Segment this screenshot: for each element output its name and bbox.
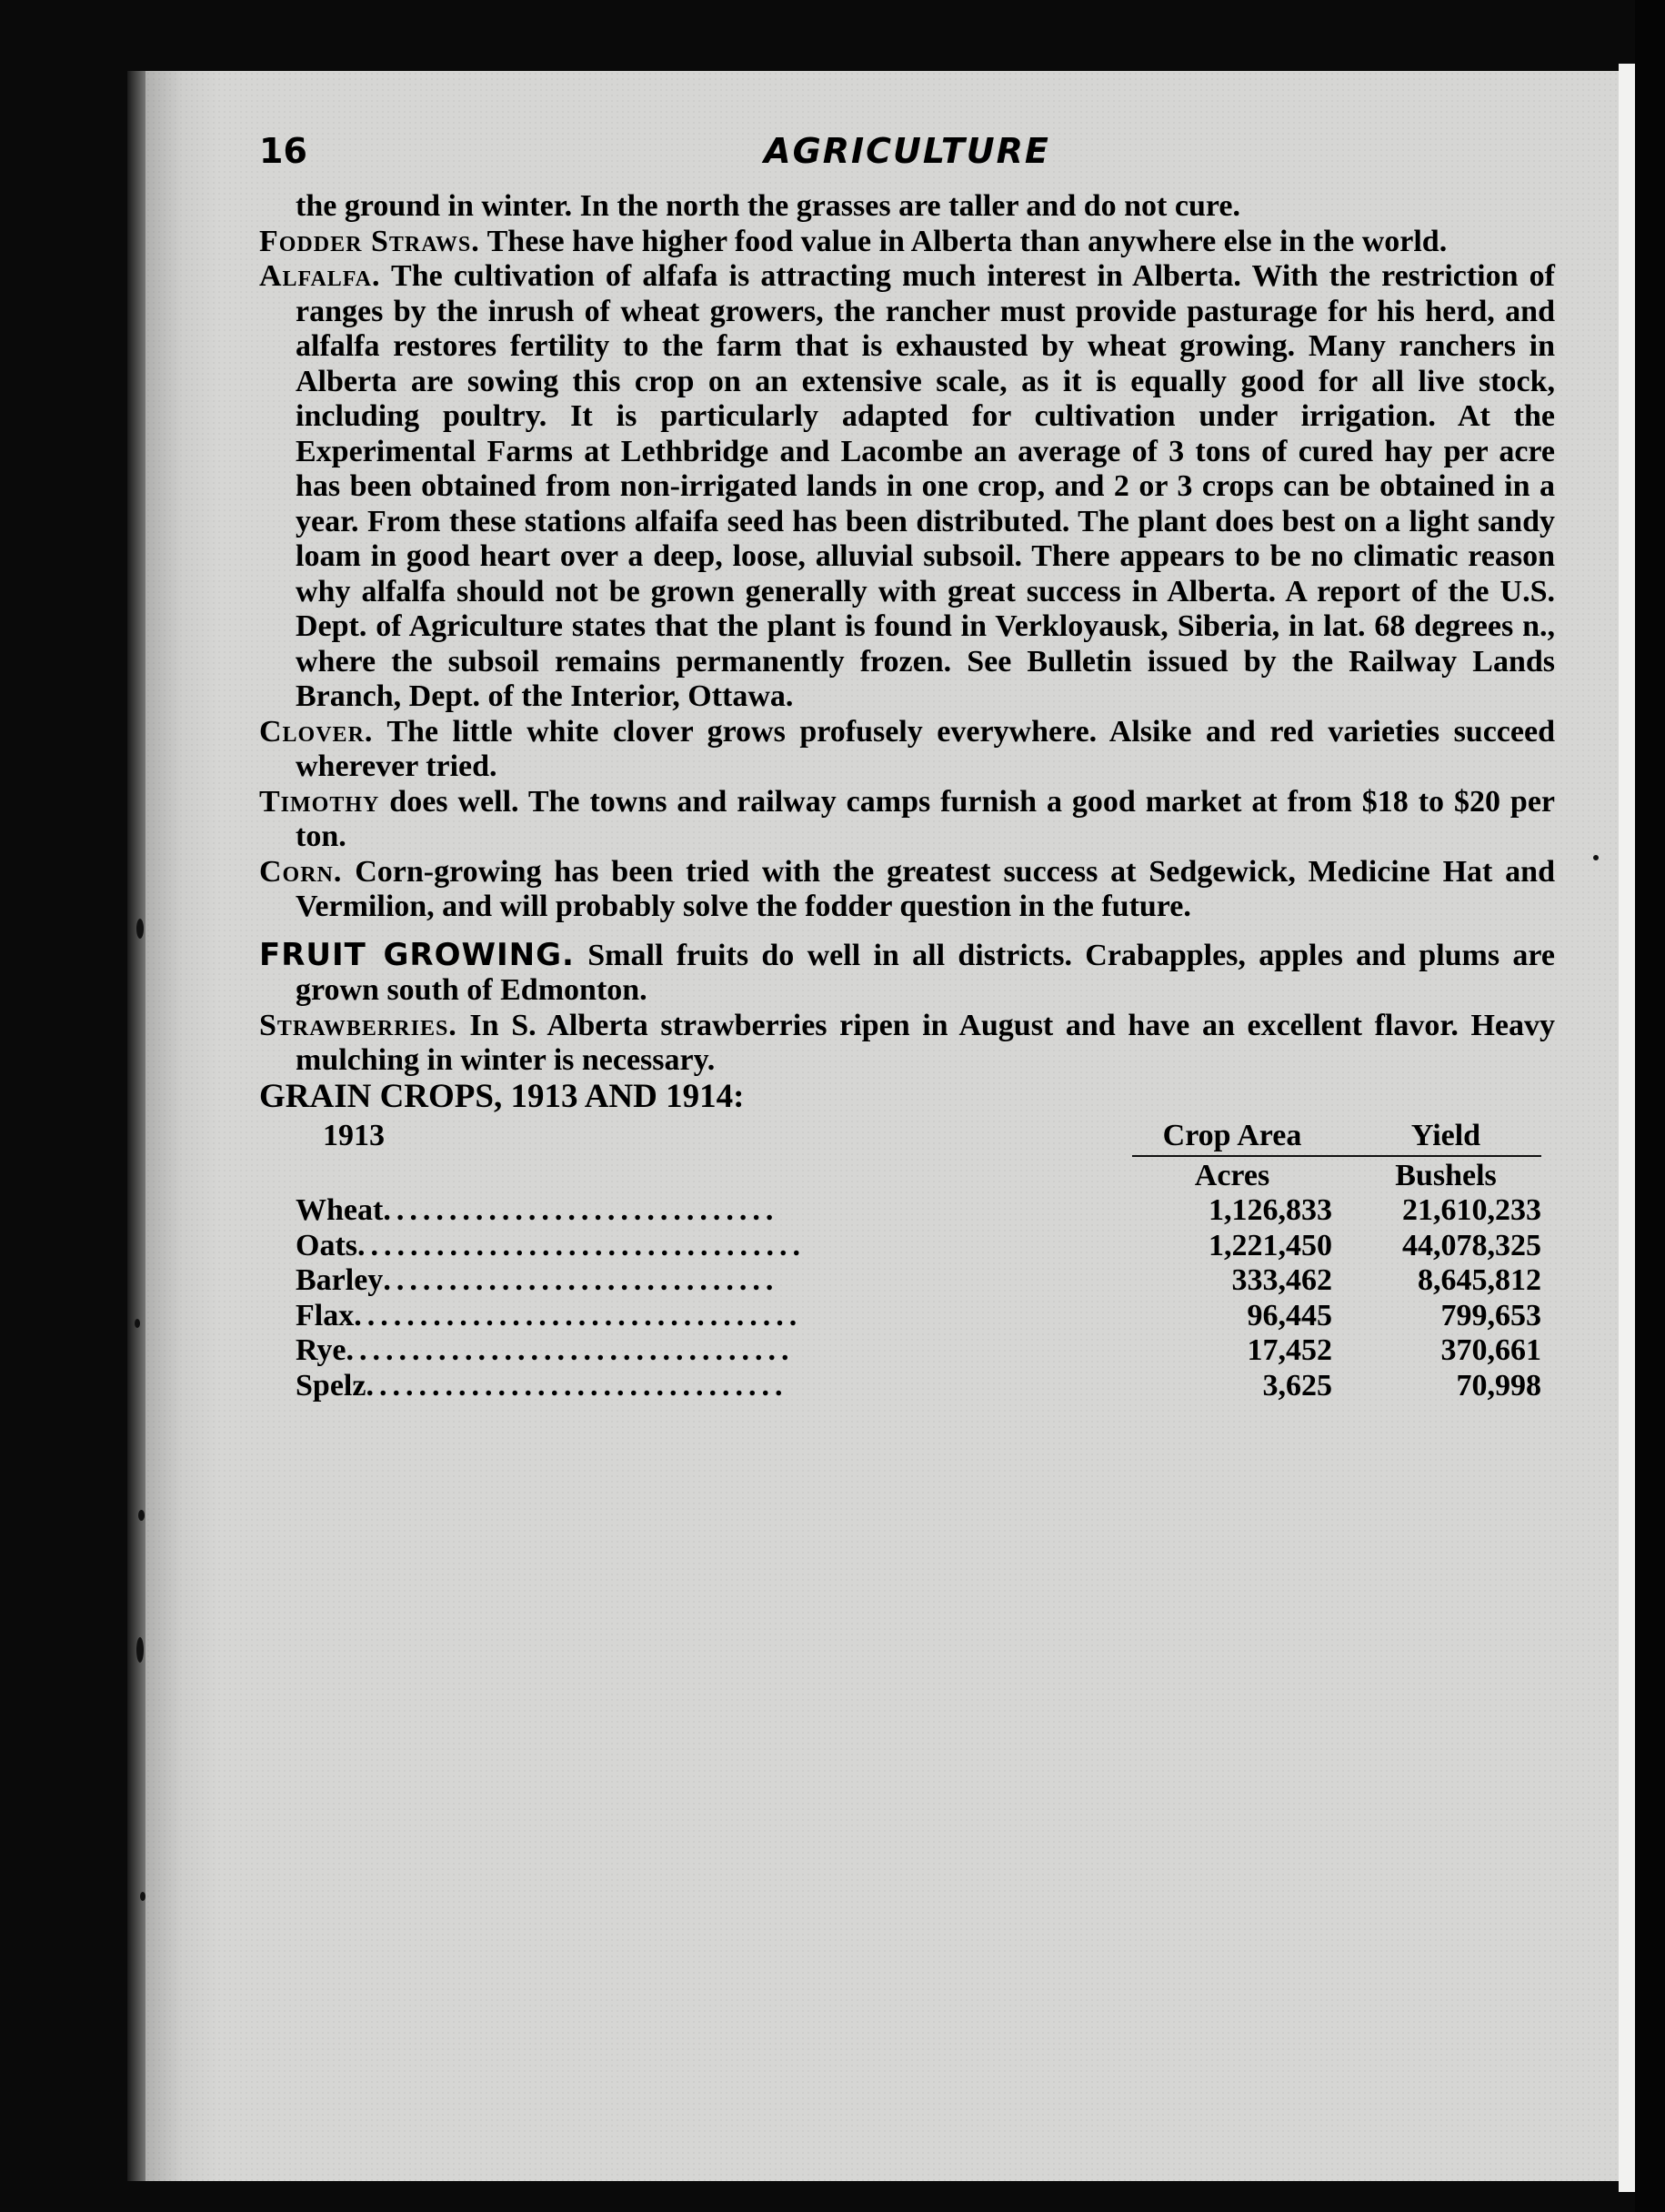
crop-name: Flax — [296, 1298, 355, 1332]
bushels-cell: 799,653 — [1440, 1298, 1541, 1332]
paragraph-text: These have higher food value in Alberta than anywhere else in the world. — [479, 224, 1448, 258]
crop-name: Oats — [296, 1228, 357, 1262]
paragraph-clover — [259, 715, 1555, 785]
leader-dots: .................................. — [354, 1298, 803, 1332]
paragraph-text: The cultivation of alfafa is attracting much interest in Alberta. With the restriction of ranges by the inrush of wheat growers, the rancher must provide pasturage for his herd, and alfalfa restores fertility to the farm that is exhausted by wheat growing. Many ranchers in Alberta are sowing this crop on an extensive scale, as it is equally good for all live stock, including poultry. It is particularly adapted for cultivation under irrigation. At the Experimental Farms at Lethbridge and Lacombe an average of 3 tons of cured hay per acre has been obtained from non-irrigated lands in one crop, and 2 or 3 crops can be obtained in a year. From these stations alfaifa seed has been distributed. The plant does best on a light sandy loam in good heart over a deep, loose, alluvial subsoil. There appears to be no climatic reason why alfalfa should not be grown generally with great success in Alberta. A report of the U.S. Dept. of Agriculture states that the plant is found in Verkloyausk, Siberia, in lat. 68 degrees n., where the subsoil remains permanently frozen. See Bulletin issued by the Railway Lands Branch, Dept. of the Interior, Ottawa. — [296, 259, 1555, 713]
section-lead: FRUIT GROWING. — [259, 936, 575, 973]
acres-cell: 17,452 — [1247, 1333, 1332, 1367]
paragraph-alfalfa — [259, 259, 1555, 715]
unit-acres: Acres — [1194, 1158, 1270, 1192]
table-row — [259, 1369, 1555, 1404]
grain-crops-table — [259, 1119, 1555, 1404]
bushels-cell: 370,661 — [1440, 1333, 1541, 1367]
column-header-yield: Yield — [1410, 1118, 1481, 1152]
paragraph-text: In S. Alberta strawberries ripen in August and have an excellent flavor. Heavy mulching in winter is necessary. — [296, 1008, 1555, 1077]
acres-cell: 96,445 — [1247, 1298, 1332, 1332]
paragraph-corn — [259, 855, 1555, 925]
table-row — [259, 1333, 1555, 1369]
crop-name-cell — [296, 1193, 1114, 1229]
running-head: AGRICULTURE — [764, 131, 1050, 171]
table-row — [259, 1263, 1555, 1299]
table-row — [259, 1229, 1555, 1264]
scan-speck — [1593, 855, 1599, 860]
paragraph-lead: Clover. — [259, 714, 374, 749]
acres-cell: 333,462 — [1231, 1263, 1332, 1297]
paragraph-text: Small fruits do well in all districts. Crabapples, apples and plums are grown south of Edmonton. — [296, 938, 1555, 1007]
paragraph-lead: Timothy — [259, 784, 380, 819]
scan-speck — [136, 1637, 144, 1663]
paragraph-text: does well. The towns and railway camps furnish a good market at from $18 to $20 per ton. — [296, 784, 1555, 853]
leader-dots: .............................. — [383, 1263, 779, 1297]
page-content — [259, 127, 1555, 1403]
column-header-crop-area: Crop Area — [1162, 1118, 1302, 1152]
page-header — [259, 127, 1555, 189]
crop-name: Barley — [296, 1263, 384, 1297]
unit-bushels: Bushels — [1395, 1158, 1497, 1192]
paragraph-strawberries — [259, 1009, 1555, 1079]
paragraph-lead: Alfalfa. — [259, 259, 381, 293]
grain-table-title: GRAIN CROPS, 1913 AND 1914: — [259, 1077, 745, 1115]
paragraph-lead: Corn. — [259, 854, 343, 889]
table-year-label: 1913 — [323, 1118, 385, 1152]
acres-cell: 1,221,450 — [1209, 1228, 1332, 1262]
table-unit-row — [259, 1159, 1555, 1194]
bushels-cell: 44,078,325 — [1402, 1228, 1541, 1262]
paragraph-text: the ground in winter. In the north the grasses are taller and do not cure. — [296, 189, 1240, 223]
leader-dots: ................................ — [366, 1368, 788, 1403]
leader-dots: .............................. — [383, 1193, 779, 1227]
crop-name-cell — [296, 1229, 1114, 1264]
bushels-cell: 21,610,233 — [1402, 1193, 1541, 1227]
scan-speck — [140, 1892, 145, 1901]
scan-border-right — [1635, 0, 1665, 2212]
paragraph-timothy — [259, 785, 1555, 855]
crop-name: Wheat — [296, 1193, 384, 1227]
crop-name-cell — [296, 1333, 1114, 1369]
table-header-row — [259, 1119, 1555, 1159]
leader-dots: .................................. — [357, 1228, 806, 1262]
crop-name: Spelz — [296, 1368, 366, 1403]
scan-speck — [136, 919, 144, 939]
bushels-cell: 70,998 — [1456, 1368, 1541, 1403]
crop-name-cell — [296, 1263, 1114, 1299]
scan-speck — [138, 1510, 145, 1521]
paragraph-lead: Fodder Straws. — [259, 224, 480, 258]
acres-cell: 3,625 — [1262, 1368, 1332, 1403]
acres-cell: 1,126,833 — [1209, 1193, 1332, 1227]
paragraph-fodder-straws — [259, 225, 1555, 260]
paragraph-lead: Strawberries. — [259, 1008, 457, 1042]
crop-name-cell — [296, 1299, 1114, 1334]
scan-speck — [135, 1319, 140, 1328]
page-number: 16 — [259, 131, 307, 171]
table-row — [259, 1299, 1555, 1334]
header-rule — [1132, 1155, 1541, 1157]
table-row — [259, 1193, 1555, 1229]
leader-dots: .................................. — [346, 1333, 795, 1367]
paragraph-text: Corn-growing has been tried with the greatest success at Sedgewick, Medicine Hat and Vermilion, and will probably solve the fodder question in the future. — [296, 854, 1555, 923]
bushels-cell: 8,645,812 — [1418, 1263, 1541, 1297]
crop-name: Rye — [296, 1333, 346, 1367]
paragraph-fruit-growing — [259, 938, 1555, 1009]
paragraph-text: The little white clover grows profusely everywhere. Alsike and red varieties succeed wherever tried. — [296, 714, 1555, 783]
crop-name-cell — [296, 1369, 1114, 1404]
paragraph-continuation — [259, 189, 1555, 225]
page-right-edge — [1619, 64, 1635, 2192]
